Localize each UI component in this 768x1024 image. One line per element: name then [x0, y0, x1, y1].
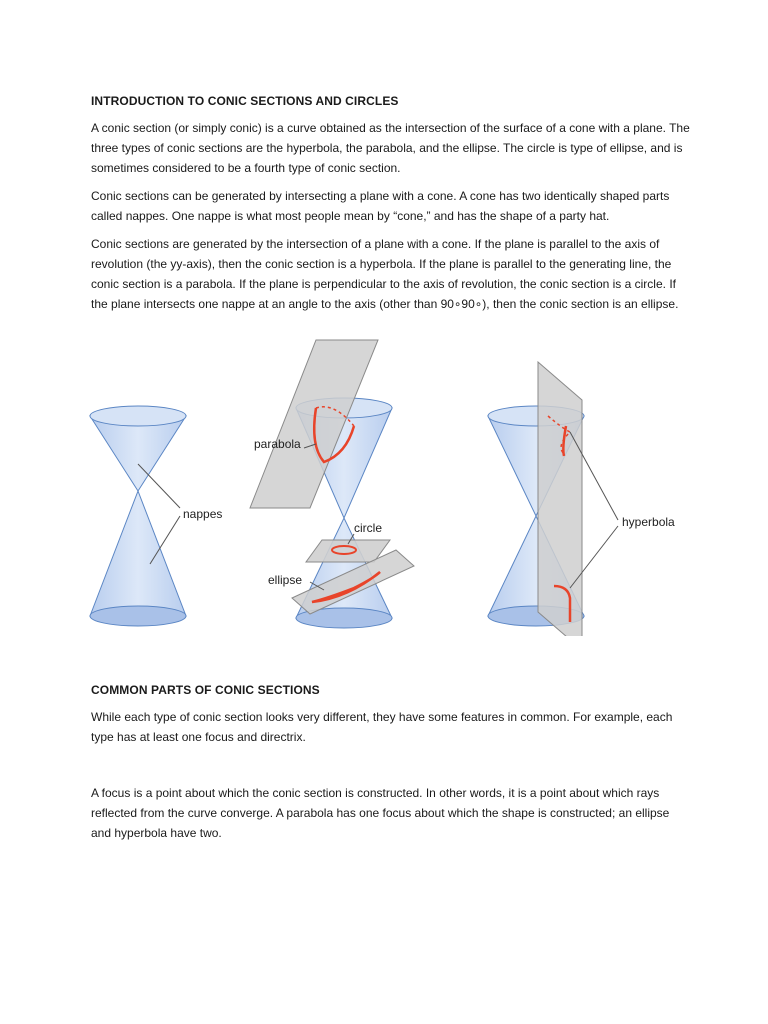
- section-heading-common-parts: COMMON PARTS OF CONIC SECTIONS: [91, 683, 320, 697]
- double-cone-sections: [250, 340, 414, 628]
- label-hyperbola: hyperbola: [622, 515, 675, 529]
- section-common-parts: [91, 683, 691, 851]
- section-intro: [91, 94, 691, 322]
- double-cone-hyperbola: [488, 362, 675, 636]
- label-nappes: nappes: [183, 507, 223, 521]
- label-parabola: parabola: [254, 437, 301, 451]
- hyperbola-plane: [538, 362, 582, 636]
- double-cone-nappes: [90, 406, 222, 626]
- label-circle: circle: [354, 521, 383, 535]
- paragraph-nappes: Conic sections can be generated by intersecting a plane with a cone. A cone has two identically shaped parts called nappes. One nappe is what most people mean by “cone,” and has the shape of a party hat.: [91, 189, 670, 223]
- paragraph-common-features: While each type of conic section looks very different, they have some features in common. For example, each type has at least one focus and directrix.: [91, 710, 673, 744]
- conic-sections-illustration: [78, 336, 698, 636]
- label-ellipse: ellipse: [268, 573, 303, 587]
- section-heading-intro: INTRODUCTION TO CONIC SECTIONS AND CIRCLES: [91, 94, 399, 108]
- paragraph-generation: Conic sections are generated by the intersection of a plane with a cone. If the plane is parallel to the axis of revolution (the yy-axis), then the conic section is a hyperbola. If the plane is parallel to the generating line, the conic section is a parabola. If the plane is perpendicular to the axis of revolution, the conic section is a circle. If the plane intersects one nappe at an angle to the axis (other than 90∘90∘), then the conic section is an ellipse.: [91, 237, 679, 311]
- conic-sections-figure: [78, 336, 698, 636]
- paragraph-conic-definition: A conic section (or simply conic) is a curve obtained as the intersection of the surface of a cone with a plane. The three types of conic sections are the hyperbola, the parabola, and the ellipse. The circle is type of ellipse, and is sometimes considered to be a fourth type of conic section.: [91, 121, 690, 175]
- paragraph-focus: A focus is a point about which the conic section is constructed. In other words, it is a point about which rays reflected from the curve converge. A parabola has one focus about which the shape is constructed; an ellipse and hyperbola have two.: [91, 786, 670, 840]
